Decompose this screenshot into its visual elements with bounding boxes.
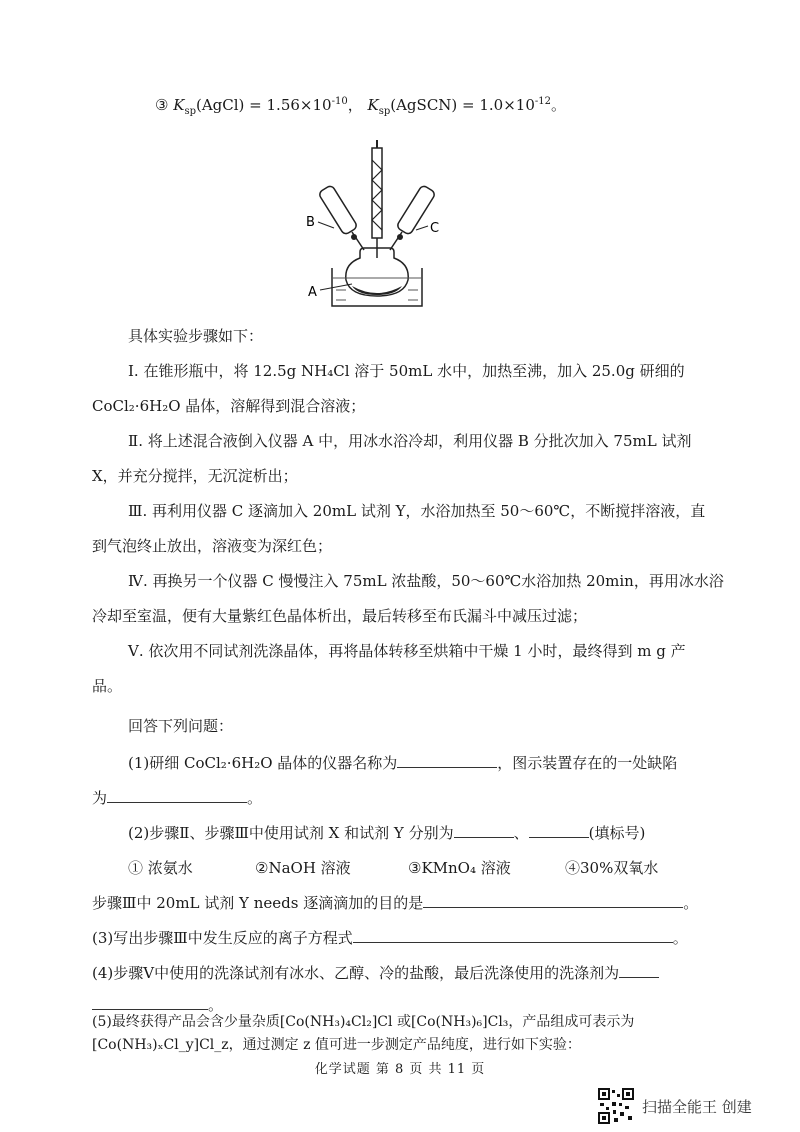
scanner-watermark xyxy=(598,1088,752,1124)
step-2-line-1: Ⅱ. 将上述混合液倒入仪器 A 中，用冰水浴冷却，利用仪器 B 分批次加入 75mL 试剂 xyxy=(128,432,692,450)
ksp-agscn-expr: (AgSCN) = 1.0×10 xyxy=(390,96,535,114)
q1-b-text: 为 xyxy=(92,789,108,807)
option-3: ③KMnO₄ 溶液 xyxy=(408,859,511,877)
q3-line xyxy=(92,928,712,948)
q2-b-end: 。 xyxy=(683,894,699,912)
ksp-end: 。 xyxy=(551,96,567,114)
q1-line-2 xyxy=(92,788,712,808)
q3-text: (3)写出步骤Ⅲ中发生反应的离子方程式 xyxy=(92,929,353,947)
q2-blank-purpose[interactable] xyxy=(423,893,683,908)
page-footer: 化学试题 第 8 页 共 11 页 xyxy=(314,1062,486,1077)
q5-line-1: (5)最终获得产品会含少量杂质[Co(NH₃)₄Cl₂]Cl 或[Co(NH₃)₆]Cl₃，产品组成可表示为 xyxy=(92,1014,635,1030)
ksp-prefix: ③ xyxy=(155,96,169,114)
step-3-line-1: Ⅲ. 再利用仪器 C 逐滴加入 20mL 试剂 Y，水浴加热至 50～60℃，不断搅拌溶液，直 xyxy=(128,502,706,520)
step-2-line-2: X，并充分搅拌，无沉淀析出； xyxy=(92,467,298,485)
option-4: ④30%双氧水 xyxy=(565,859,659,877)
q4-end: 。 xyxy=(208,996,224,1014)
q1-line-1 xyxy=(128,753,748,773)
option-1: ① 浓氨水 xyxy=(128,859,193,877)
step-1-line-2: CoCl₂·6H₂O 晶体，溶解得到混合溶液； xyxy=(92,397,366,415)
q1-blank-1[interactable] xyxy=(397,753,497,768)
ksp-agcl-exp: -10 xyxy=(331,96,348,107)
q4-text: (4)步骤Ⅴ中使用的洗涤试剂有冰水、乙醇、冷的盐酸，最后洗涤使用的洗涤剂为 xyxy=(92,964,620,982)
step-5-line-2: 品。 xyxy=(92,677,123,695)
stirrer xyxy=(372,140,382,258)
label-b: B xyxy=(306,215,315,230)
q1-blank-2[interactable] xyxy=(107,788,247,803)
q3-blank[interactable] xyxy=(353,928,673,943)
step-1-line-1: Ⅰ. 在锥形瓶中，将 12.5g NH₄Cl 溶于 50mL 水中，加热至沸，加入 25.0g 研细的 xyxy=(128,362,685,380)
q2-line-1 xyxy=(128,823,748,843)
q2-text-end: (填标号) xyxy=(588,824,646,842)
q1-text: (1)研细 CoCl₂·6H₂O 晶体的仪器名称为 xyxy=(128,754,398,772)
step-5-line-1: Ⅴ. 依次用不同试剂洗涤晶体，再将晶体转移至烘箱中干燥 1 小时，最终得到 m g 产 xyxy=(128,642,686,660)
step-4-line-1: Ⅳ. 再换另一个仪器 C 慢慢注入 75mL 浓盐酸，50～60℃水浴加热 20min，再用冰水浴 xyxy=(128,572,724,590)
q1-text-end: ，图示装置存在的一处缺陷 xyxy=(497,754,678,772)
option-2: ②NaOH 溶液 xyxy=(255,859,351,877)
q4-blank-2[interactable] xyxy=(92,995,208,1010)
step-4-line-2: 冷却至室温，便有大量紫红色晶体析出，最后转移至布氏漏斗中减压过滤； xyxy=(92,607,588,625)
ksp-k1: K xyxy=(173,96,185,114)
ksp-line xyxy=(155,92,775,122)
funnel-b xyxy=(318,185,364,250)
ksp-k2: K xyxy=(367,96,379,114)
answer-heading: 回答下列问题： xyxy=(128,717,234,735)
q4-blank-1[interactable] xyxy=(619,963,659,978)
label-a: A xyxy=(308,285,317,300)
q2-line-2 xyxy=(92,893,712,913)
q2-sep: 、 xyxy=(513,824,529,842)
q2-blank-x[interactable] xyxy=(454,823,514,838)
q1-b-end: 。 xyxy=(247,789,263,807)
q3-end: 。 xyxy=(672,929,688,947)
step-3-line-2: 到气泡终止放出，溶液变为深红色； xyxy=(92,537,333,555)
q4-line-1 xyxy=(92,963,712,983)
steps-heading: 具体实验步骤如下： xyxy=(128,327,264,345)
label-c: C xyxy=(430,221,440,236)
q5-line-2: [Co(NH₃)ₓCl_y]Cl_z，通过测定 z 值可进一步测定产品纯度，进行如下实验： xyxy=(92,1037,581,1053)
funnel-c xyxy=(390,185,436,250)
scanner-text: 扫描全能王 创建 xyxy=(642,1097,752,1116)
q2-b-text: 步骤Ⅲ中 20mL 试剂 Y needs 逐滴滴加的目的是 xyxy=(92,894,424,912)
ksp-k1-sub: sp xyxy=(184,106,196,117)
ksp-k2-sub: sp xyxy=(378,106,391,117)
ksp-agscn-exp: -12 xyxy=(534,96,551,107)
ksp-agcl-expr: (AgCl) = 1.56×10 xyxy=(196,96,332,114)
qr-code-icon xyxy=(598,1088,634,1124)
q2-text: (2)步骤Ⅱ、步骤Ⅲ中使用试剂 X 和试剂 Y 分别为 xyxy=(128,824,454,842)
q2-blank-y[interactable] xyxy=(529,823,589,838)
ksp-sep: ， xyxy=(347,96,363,114)
apparatus-diagram xyxy=(300,140,460,310)
